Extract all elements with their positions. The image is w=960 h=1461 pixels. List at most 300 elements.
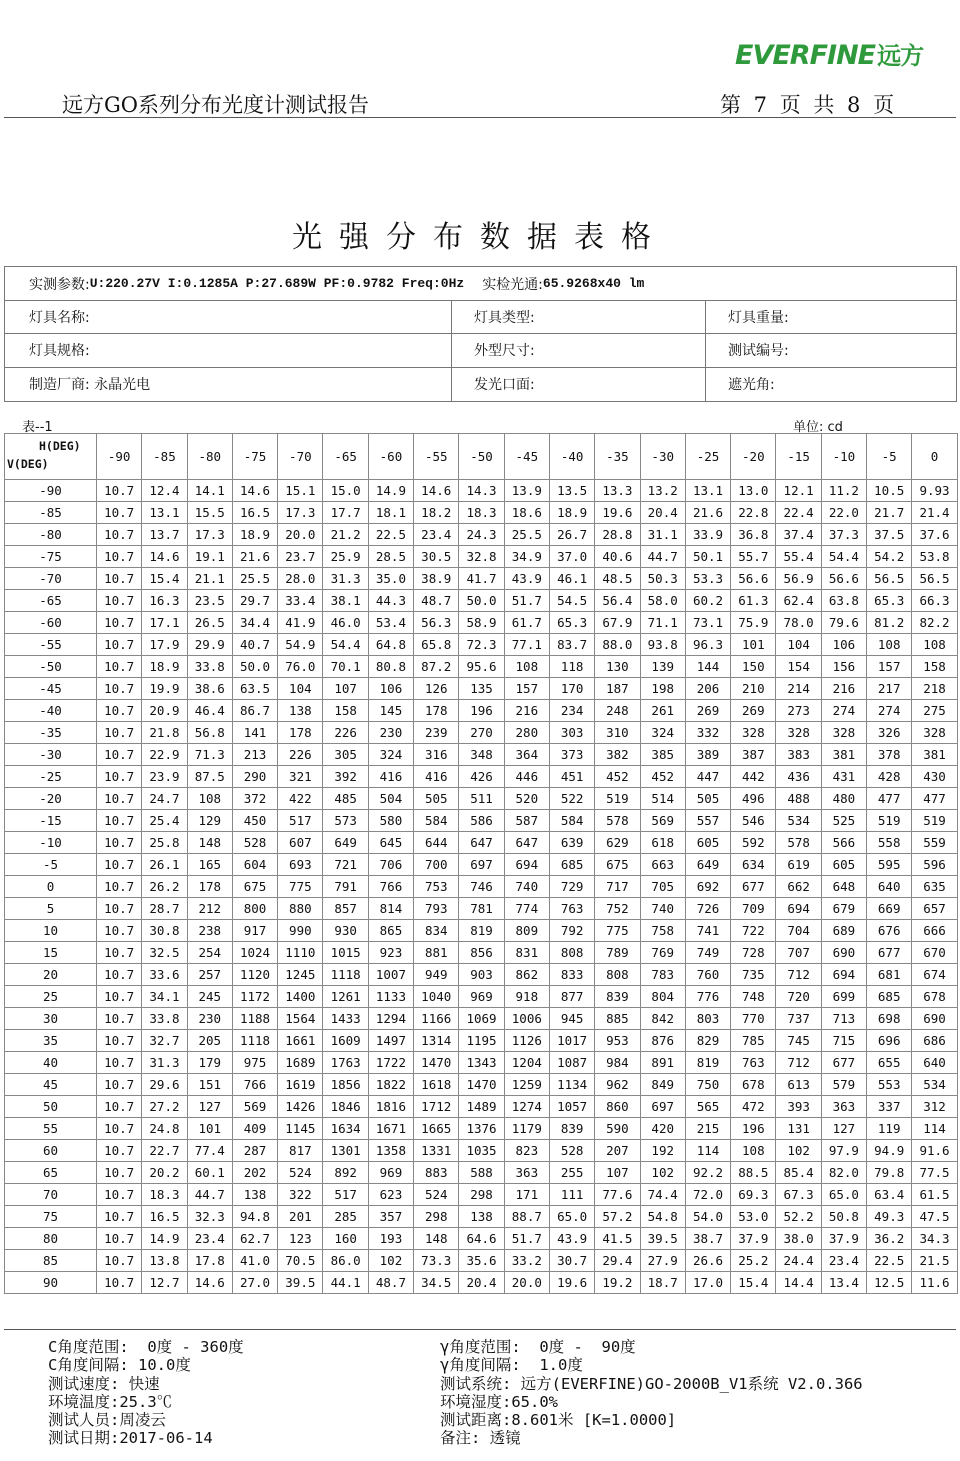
table-cell: 775: [278, 876, 323, 898]
table-cell: 298: [414, 1206, 459, 1228]
table-cell: 14.3: [459, 480, 504, 502]
table-cell: 30.8: [142, 920, 187, 942]
table-cell: 823: [504, 1140, 549, 1162]
row-header: -25: [5, 766, 97, 788]
table-cell: 108: [504, 656, 549, 678]
table-cell: 28.8: [595, 524, 640, 546]
table-cell: 472: [731, 1096, 776, 1118]
table-cell: 275: [912, 700, 957, 722]
table-cell: 558: [867, 832, 912, 854]
table-cell: 511: [459, 788, 504, 810]
table-cell: 10.7: [97, 1118, 142, 1140]
table-cell: 54.2: [867, 546, 912, 568]
table-cell: 10.7: [97, 788, 142, 810]
table-cell: 969: [368, 1162, 413, 1184]
table-cell: 862: [504, 964, 549, 986]
table-cell: 226: [323, 722, 368, 744]
table-cell: 274: [821, 700, 866, 722]
table-cell: 25.5: [504, 524, 549, 546]
table-cell: 892: [323, 1162, 368, 1184]
table-cell: 114: [685, 1140, 730, 1162]
table-cell: 809: [504, 920, 549, 942]
table-cell: 1619: [278, 1074, 323, 1096]
table-cell: 10.7: [97, 722, 142, 744]
table-cell: 918: [504, 986, 549, 1008]
table-cell: 1497: [368, 1030, 413, 1052]
table-cell: 22.9: [142, 744, 187, 766]
table-cell: 79.8: [867, 1162, 912, 1184]
table-cell: 363: [504, 1162, 549, 1184]
table-cell: 324: [640, 722, 685, 744]
everfine-logo: EVERFINE远方: [735, 40, 924, 71]
table-cell: 1665: [414, 1118, 459, 1140]
table-cell: 94.9: [867, 1140, 912, 1162]
table-cell: 791: [323, 876, 368, 898]
table-cell: 677: [731, 876, 776, 898]
table-cell: 1204: [504, 1052, 549, 1074]
table-cell: 178: [278, 722, 323, 744]
table-cell: 1661: [278, 1030, 323, 1052]
table-cell: 704: [776, 920, 821, 942]
lamp-name-field: 灯具名称:: [29, 309, 90, 326]
table-cell: 61.7: [504, 612, 549, 634]
table-cell: 66.3: [912, 590, 957, 612]
table-cell: 693: [278, 854, 323, 876]
table-cell: 578: [776, 832, 821, 854]
table-cell: 569: [232, 1096, 277, 1118]
table-cell: 93.8: [640, 634, 685, 656]
table-cell: 573: [323, 810, 368, 832]
table-cell: 322: [278, 1184, 323, 1206]
table-cell: 35.6: [459, 1250, 504, 1272]
table-cell: 212: [187, 898, 232, 920]
table-cell: 269: [731, 700, 776, 722]
column-header: -70: [278, 434, 323, 480]
table-cell: 74.4: [640, 1184, 685, 1206]
table-cell: 270: [459, 722, 504, 744]
table-cell: 106: [821, 634, 866, 656]
table-cell: 32.7: [142, 1030, 187, 1052]
table-cell: 154: [776, 656, 821, 678]
footer-line: 环境湿度:65.0%: [440, 1392, 558, 1411]
row-header: -80: [5, 524, 97, 546]
table-cell: 640: [867, 876, 912, 898]
column-header: -25: [685, 434, 730, 480]
table-cell: 860: [595, 1096, 640, 1118]
table-cell: 214: [776, 678, 821, 700]
table-cell: 54.8: [640, 1206, 685, 1228]
table-cell: 525: [821, 810, 866, 832]
page-indicator: 第 7 页 共 8 页: [720, 93, 895, 117]
table-cell: 746: [459, 876, 504, 898]
table-row: [5, 832, 958, 854]
table-cell: 27.0: [232, 1272, 277, 1294]
table-cell: 10.7: [97, 832, 142, 854]
table-cell: 740: [504, 876, 549, 898]
table-cell: 65.8: [414, 634, 459, 656]
row-header: 40: [5, 1052, 97, 1074]
emit-face-field: 发光口面:: [451, 367, 535, 401]
table-cell: 587: [504, 810, 549, 832]
table-cell: 1426: [278, 1096, 323, 1118]
table-cell: 670: [912, 942, 957, 964]
table-cell: 63.8: [821, 590, 866, 612]
table-cell: 13.7: [142, 524, 187, 546]
table-cell: 32.3: [187, 1206, 232, 1228]
table-cell: 213: [232, 744, 277, 766]
table-cell: 446: [504, 766, 549, 788]
table-cell: 274: [867, 700, 912, 722]
table-cell: 393: [776, 1096, 821, 1118]
table-cell: 30.7: [549, 1250, 594, 1272]
table-cell: 37.3: [821, 524, 866, 546]
params-label: 实测参数:: [29, 276, 90, 293]
row-header: 25: [5, 986, 97, 1008]
table-row: [5, 1140, 958, 1162]
table-cell: 808: [549, 942, 594, 964]
table-cell: 193: [368, 1228, 413, 1250]
table-cell: 945: [549, 1008, 594, 1030]
table-cell: 565: [685, 1096, 730, 1118]
table-cell: 389: [685, 744, 730, 766]
table-cell: 16.3: [142, 590, 187, 612]
table-cell: 24.3: [459, 524, 504, 546]
table-cell: 38.7: [685, 1228, 730, 1250]
table-cell: 44.7: [640, 546, 685, 568]
cutoff-field: 遮光角:: [705, 367, 775, 401]
table-cell: 18.3: [459, 502, 504, 524]
table-cell: 629: [595, 832, 640, 854]
table-cell: 18.1: [368, 502, 413, 524]
table-cell: 504: [368, 788, 413, 810]
table-cell: 10.7: [97, 876, 142, 898]
table-cell: 156: [821, 656, 866, 678]
table-row: [5, 766, 958, 788]
table-cell: 18.3: [142, 1184, 187, 1206]
table-cell: 62.4: [776, 590, 821, 612]
table-cell: 65.0: [549, 1206, 594, 1228]
table-cell: 40.7: [232, 634, 277, 656]
table-cell: 477: [867, 788, 912, 810]
column-header: -15: [776, 434, 821, 480]
table-cell: 605: [685, 832, 730, 854]
table-cell: 829: [685, 1030, 730, 1052]
table-cell: 774: [504, 898, 549, 920]
table-cell: 694: [504, 854, 549, 876]
table-cell: 65.3: [867, 590, 912, 612]
table-cell: 709: [731, 898, 776, 920]
table-cell: 127: [821, 1118, 866, 1140]
h-axis-label: H(DEG): [39, 439, 81, 453]
table-cell: 310: [595, 722, 640, 744]
table-cell: 1035: [459, 1140, 504, 1162]
table-cell: 1634: [323, 1118, 368, 1140]
table-cell: 865: [368, 920, 413, 942]
table-cell: 10.7: [97, 1052, 142, 1074]
table-cell: 18.9: [549, 502, 594, 524]
table-cell: 17.8: [187, 1250, 232, 1272]
table-cell: 1120: [232, 964, 277, 986]
table-cell: 32.8: [459, 546, 504, 568]
table-row: [5, 480, 958, 502]
table-cell: 1024: [232, 942, 277, 964]
table-cell: 226: [278, 744, 323, 766]
table-cell: 82.0: [821, 1162, 866, 1184]
table-cell: 10.7: [97, 1162, 142, 1184]
table-cell: 696: [867, 1030, 912, 1052]
table-cell: 53.0: [731, 1206, 776, 1228]
table-cell: 1294: [368, 1008, 413, 1030]
table-cell: 111: [549, 1184, 594, 1206]
table-cell: 749: [685, 942, 730, 964]
table-cell: 145: [368, 700, 413, 722]
table-cell: 37.9: [821, 1228, 866, 1250]
table-cell: 217: [867, 678, 912, 700]
table-cell: 618: [640, 832, 685, 854]
table-cell: 595: [867, 854, 912, 876]
table-cell: 712: [776, 964, 821, 986]
table-cell: 849: [640, 1074, 685, 1096]
table-cell: 569: [640, 810, 685, 832]
table-cell: 422: [278, 788, 323, 810]
table-cell: 21.8: [142, 722, 187, 744]
table-cell: 689: [821, 920, 866, 942]
table-cell: 33.9: [685, 524, 730, 546]
table-cell: 198: [640, 678, 685, 700]
table-cell: 694: [821, 964, 866, 986]
table-cell: 37.0: [549, 546, 594, 568]
table-cell: 675: [595, 854, 640, 876]
table-row: [5, 1008, 958, 1030]
column-header: -55: [414, 434, 459, 480]
table-cell: 178: [187, 876, 232, 898]
table-cell: 685: [549, 854, 594, 876]
table-cell: 86.7: [232, 700, 277, 722]
table-cell: 114: [912, 1118, 957, 1140]
table-cell: 41.5: [595, 1228, 640, 1250]
table-cell: 373: [549, 744, 594, 766]
table-cell: 10.7: [97, 854, 142, 876]
row-header: -75: [5, 546, 97, 568]
table-cell: 24.8: [142, 1118, 187, 1140]
table-cell: 29.7: [232, 590, 277, 612]
table-cell: 70.1: [323, 656, 368, 678]
row-header: -40: [5, 700, 97, 722]
table-cell: 528: [232, 832, 277, 854]
table-cell: 56.3: [414, 612, 459, 634]
table-cell: 13.5: [549, 480, 594, 502]
table-cell: 248: [595, 700, 640, 722]
table-cell: 1040: [414, 986, 459, 1008]
table-cell: 55.7: [731, 546, 776, 568]
table-cell: 57.2: [595, 1206, 640, 1228]
column-header: -40: [549, 434, 594, 480]
table-cell: 31.1: [640, 524, 685, 546]
table-cell: 215: [685, 1118, 730, 1140]
row-header: 60: [5, 1140, 97, 1162]
table-cell: 584: [414, 810, 459, 832]
table-cell: 23.5: [187, 590, 232, 612]
table-cell: 1133: [368, 986, 413, 1008]
table-cell: 1134: [549, 1074, 594, 1096]
table-cell: 337: [867, 1096, 912, 1118]
table-cell: 1118: [323, 964, 368, 986]
table-cell: 135: [459, 678, 504, 700]
table-row: [5, 1184, 958, 1206]
table-cell: 647: [459, 832, 504, 854]
table-cell: 44.3: [368, 590, 413, 612]
table-cell: 792: [549, 920, 594, 942]
table-cell: 753: [414, 876, 459, 898]
table-cell: 20.4: [640, 502, 685, 524]
table-cell: 431: [821, 766, 866, 788]
table-cell: 758: [640, 920, 685, 942]
table-cell: 477: [912, 788, 957, 810]
table-cell: 770: [731, 1008, 776, 1030]
table-cell: 216: [504, 700, 549, 722]
table-cell: 10.7: [97, 744, 142, 766]
footer-line: 备注: 透镜: [440, 1429, 521, 1448]
column-header: -80: [187, 434, 232, 480]
table-cell: 33.6: [142, 964, 187, 986]
table-cell: 126: [414, 678, 459, 700]
table-cell: 46.4: [187, 700, 232, 722]
table-cell: 50.0: [232, 656, 277, 678]
v-axis-label: V(DEG): [7, 457, 49, 471]
row-header: -30: [5, 744, 97, 766]
table-cell: 138: [278, 700, 323, 722]
table-cell: 40.6: [595, 546, 640, 568]
table-cell: 663: [640, 854, 685, 876]
table-cell: 56.5: [867, 568, 912, 590]
row-header: 75: [5, 1206, 97, 1228]
table-cell: 25.4: [142, 810, 187, 832]
column-header: -20: [731, 434, 776, 480]
table-cell: 10.7: [97, 700, 142, 722]
table-cell: 21.5: [912, 1250, 957, 1272]
table-cell: 332: [685, 722, 730, 744]
table-cell: 766: [232, 1074, 277, 1096]
table-cell: 54.9: [278, 634, 323, 656]
table-cell: 648: [821, 876, 866, 898]
table-cell: 13.1: [142, 502, 187, 524]
table-cell: 94.8: [232, 1206, 277, 1228]
table-cell: 187: [595, 678, 640, 700]
table-cell: 41.9: [278, 612, 323, 634]
table-cell: 728: [731, 942, 776, 964]
table-cell: 21.6: [685, 502, 730, 524]
table-cell: 559: [912, 832, 957, 854]
table-cell: 783: [640, 964, 685, 986]
table-cell: 1245: [278, 964, 323, 986]
table-cell: 63.4: [867, 1184, 912, 1206]
table-cell: 348: [459, 744, 504, 766]
table-cell: 88.5: [731, 1162, 776, 1184]
table-cell: 16.5: [142, 1206, 187, 1228]
table-cell: 677: [821, 1052, 866, 1074]
table-cell: 372: [232, 788, 277, 810]
table-cell: 697: [459, 854, 504, 876]
table-cell: 803: [685, 1008, 730, 1030]
table-cell: 715: [821, 1030, 866, 1052]
table-cell: 785: [731, 1030, 776, 1052]
table-cell: 10.7: [97, 612, 142, 634]
table-cell: 218: [912, 678, 957, 700]
table-cell: 705: [640, 876, 685, 898]
table-row: [5, 524, 958, 546]
table-cell: 383: [776, 744, 821, 766]
table-cell: 33.8: [142, 1008, 187, 1030]
table-cell: 436: [776, 766, 821, 788]
table-cell: 102: [640, 1162, 685, 1184]
table-cell: 150: [731, 656, 776, 678]
row-header: 15: [5, 942, 97, 964]
table-cell: 10.7: [97, 766, 142, 788]
table-cell: 28.0: [278, 568, 323, 590]
table-cell: 44.1: [323, 1272, 368, 1294]
table-cell: 10.7: [97, 1074, 142, 1096]
table-cell: 238: [187, 920, 232, 942]
table-cell: 287: [232, 1140, 277, 1162]
table-cell: 23.4: [821, 1250, 866, 1272]
row-header: 35: [5, 1030, 97, 1052]
table-cell: 77.5: [912, 1162, 957, 1184]
table-cell: 48.7: [414, 590, 459, 612]
table-cell: 685: [867, 986, 912, 1008]
table-cell: 766: [368, 876, 413, 898]
table-cell: 745: [776, 1030, 821, 1052]
table-cell: 1763: [323, 1052, 368, 1074]
table-cell: 179: [187, 1052, 232, 1074]
row-header: -55: [5, 634, 97, 656]
table-cell: 1274: [504, 1096, 549, 1118]
row-header: 10: [5, 920, 97, 942]
table-cell: 1110: [278, 942, 323, 964]
table-cell: 92.2: [685, 1162, 730, 1184]
table-cell: 26.2: [142, 876, 187, 898]
table-cell: 54.4: [821, 546, 866, 568]
table-cell: 48.5: [595, 568, 640, 590]
table-cell: 102: [776, 1140, 821, 1162]
table-cell: 87.2: [414, 656, 459, 678]
table-cell: 53.8: [912, 546, 957, 568]
table-cell: 158: [912, 656, 957, 678]
table-cell: 273: [776, 700, 821, 722]
table-cell: 54.4: [323, 634, 368, 656]
table-cell: 82.2: [912, 612, 957, 634]
table-cell: 29.4: [595, 1250, 640, 1272]
table-cell: 32.5: [142, 942, 187, 964]
table-cell: 930: [323, 920, 368, 942]
header-divider: [4, 117, 956, 118]
table-cell: 605: [821, 854, 866, 876]
table-cell: 34.3: [912, 1228, 957, 1250]
table-cell: 674: [912, 964, 957, 986]
table-cell: 984: [595, 1052, 640, 1074]
table-cell: 37.4: [776, 524, 821, 546]
table-cell: 740: [640, 898, 685, 920]
table-cell: 18.9: [232, 524, 277, 546]
page-title: 光强分布数据表格: [292, 220, 668, 255]
footer-line: C角度间隔: 10.0度: [48, 1356, 191, 1375]
table-cell: 17.9: [142, 634, 187, 656]
table-cell: 71.1: [640, 612, 685, 634]
table-cell: 290: [232, 766, 277, 788]
table-cell: 580: [368, 810, 413, 832]
table-cell: 170: [549, 678, 594, 700]
table-cell: 38.0: [776, 1228, 821, 1250]
table-cell: 87.5: [187, 766, 232, 788]
